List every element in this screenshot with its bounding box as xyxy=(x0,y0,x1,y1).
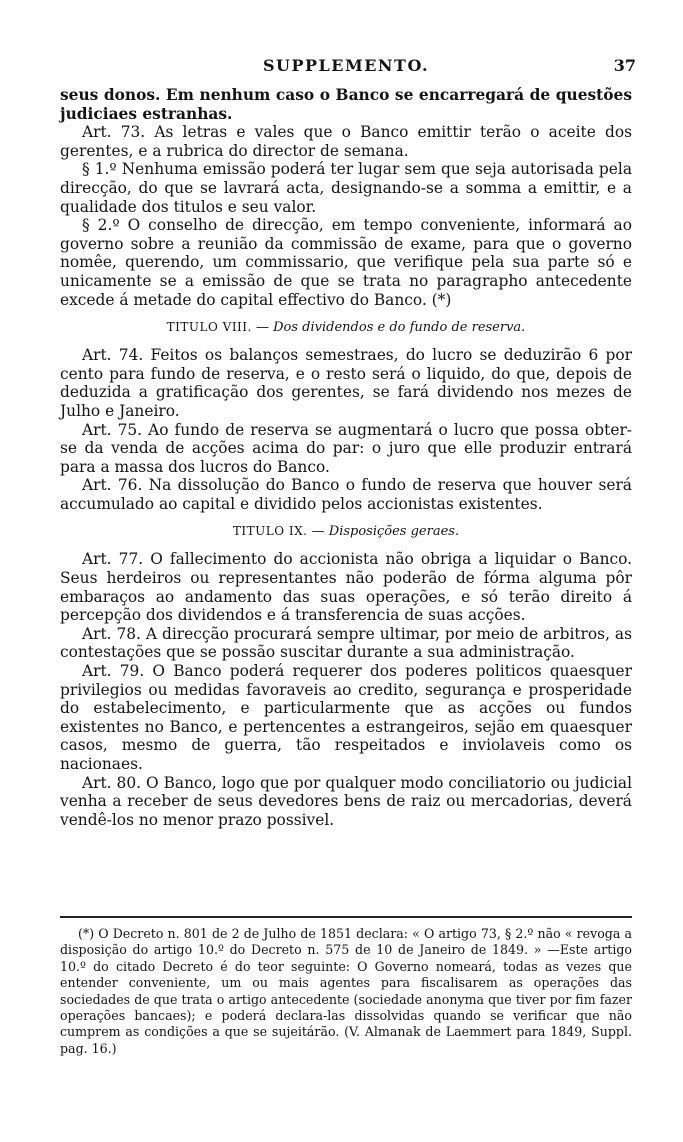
section-title-subtitle: — Dos dividendos e do fundo de reserva. xyxy=(256,320,526,336)
article-paragraph: § 2.º O conselho de direcção, em tempo conveniente, informará ao governo sobre a reunião da commissão de exame, para que o governo nomêe, querendo, um commissario, que verifique pela sua parte só e unicamente se a emissão de que se trata no paragrapho antecedente excede á metade do capital effectivo do Banco. (*) xyxy=(60,216,632,309)
section-title xyxy=(60,523,632,540)
article-paragraph: Art. 77. O fallecimento do accionista não obriga a liquidar o Banco. Seus herdeiros ou representantes não poderão de fórma alguma pôr embaraços ao andamento das suas operações, e só terão direito á percepção dos dividendos e á transferencia de suas acções. xyxy=(60,550,632,625)
body-text xyxy=(60,86,632,829)
article-paragraph: Art. 75. Ao fundo de reserva se augmentará o lucro que possa obter-se da venda de acções acima do par: o juro que elle produzir entrará para a massa dos lucros do Banco. xyxy=(60,420,632,476)
article-paragraph: Art. 76. Na dissolução do Banco o fundo de reserva que houver será accumulado ao capital e dividido pelos accionistas existentes. xyxy=(60,476,632,513)
page-number: 37 xyxy=(613,56,636,75)
page xyxy=(60,56,636,829)
footnote: (*) O Decreto n. 801 de 2 de Julho de 1851 declara: « O artigo 73, § 2.º não « revoga a disposição do artigo 10.º do Decreto n. 575 de 10 de Janeiro de 1849. » —Este artigo 10.º do citado Decreto é do teor seguinte: O Governo nomeará, todas as vezes que entender conveniente, um ou mais agentes para fiscalisarem as operações das sociedades de que trata o artigo antecedente (sociedade anonyma que tiver por fim fazer operações bancaes); e poderá declara-las dissolvidas quando se verificar que não cumprem as condições a que se sujeitárão. (V. Almanak de Laemmert para 1849, Suppl. pag. 16.) xyxy=(60,926,632,1056)
running-title: SUPPLEMENTO. xyxy=(262,56,430,75)
article-paragraph: Art. 79. O Banco poderá requerer dos poderes politicos quaesquer privilegios ou medidas favoraveis ao credito, segurança e prosperidade do estabelecimento, e particularmente que as acções ou fundos existentes no Banco, e pertencentes a estrangeiros, sejão em quaesquer casos, mesmo de guerra, tão respeitados e inviolaveis como os nacionaes. xyxy=(60,662,632,773)
article-paragraph: § 1.º Nenhuma emissão poderá ter lugar sem que seja autorisada pela direcção, do que se lavrará acta, designando-se a somma a emittir, e a qualidade dos titulos e seu valor. xyxy=(60,160,632,216)
footnote-rule xyxy=(60,916,632,918)
section-title-label: TITULO VIII. xyxy=(166,320,252,335)
article-paragraph: seus donos. Em nenhum caso o Banco se encarregará de questões judiciaes estranhas. xyxy=(60,86,632,123)
page-header xyxy=(60,56,636,86)
article-paragraph: Art. 73. As letras e vales que o Banco emittir terão o aceite dos gerentes, e a rubrica do director de semana. xyxy=(60,123,632,160)
article-paragraph: Art. 74. Feitos os balanços semestraes, do lucro se deduzirão 6 por cento para fundo de reserva, e o resto será o liquido, do que, depois de deduzida a gratificação dos gerentes, se fará dividendo nos mezes de Julho e Janeiro. xyxy=(60,346,632,420)
section-title-subtitle: — Disposições geraes. xyxy=(311,524,460,540)
section-title-label: TITULO IX. xyxy=(232,524,308,539)
article-paragraph: Art. 78. A direcção procurará sempre ultimar, por meio de arbitros, as contestações que se possão suscitar durante a sua administração. xyxy=(60,624,632,662)
article-paragraph: Art. 80. O Banco, logo que por qualquer modo conciliatorio ou judicial venha a receber de seus devedores bens de raiz ou mercadorias, deverá vendê-los no menor prazo possivel. xyxy=(60,773,632,829)
section-title xyxy=(60,319,632,336)
